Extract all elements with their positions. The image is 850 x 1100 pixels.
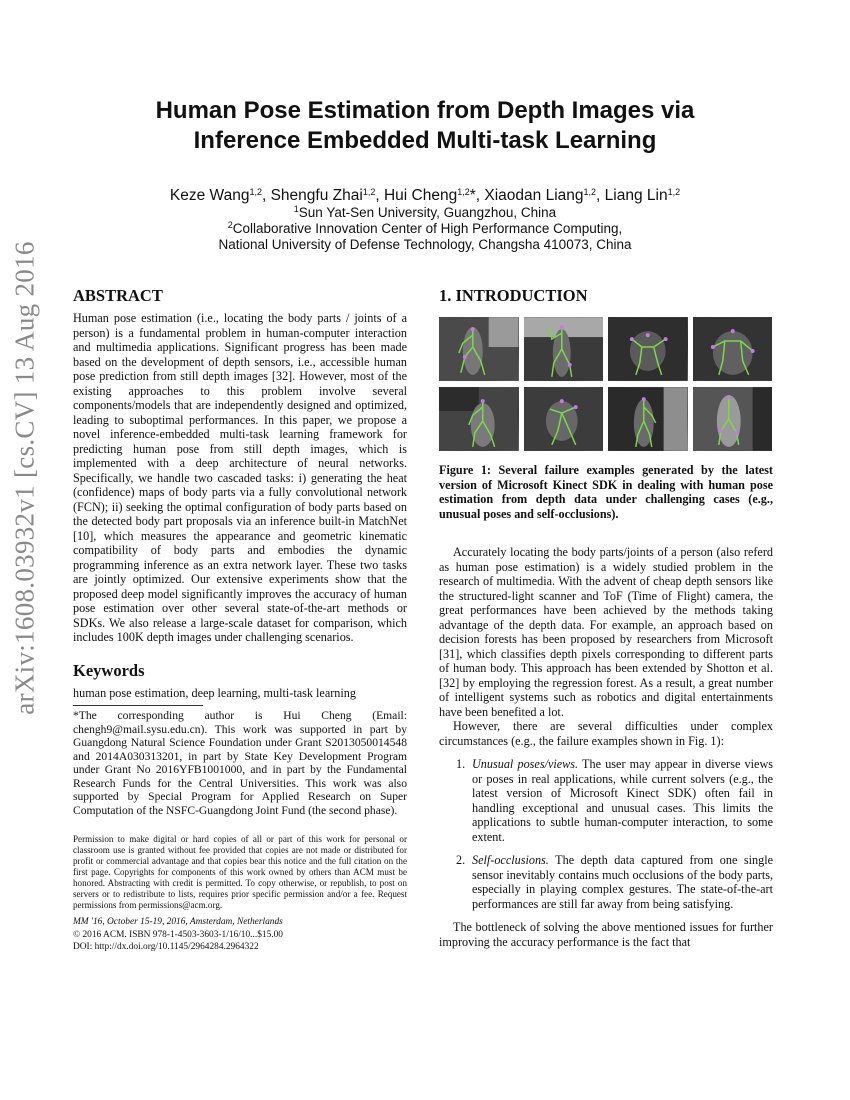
conference-line: MM '16, October 15-19, 2016, Amsterdam, Netherlands — [73, 917, 283, 927]
left-column — [73, 286, 407, 954]
list-item: 2. Self-occlusions. The depth data captured from one single sensor inevitably contains much occlusions of the body parts, especially in playing complex gestures. The state-of-the-art performances are still far away from being satisfying. — [456, 853, 773, 911]
figure-thumbnail — [693, 387, 773, 451]
list-item-text: The user may appear in diverse views or poses in real applications, while current solvers (e.g., the latest version of Microsoft Kinect SDK) often fail in handling exceptional and unusual cases. This limits the applications to subtle human-computer interaction, to some extent. — [472, 757, 773, 844]
author-sup: 1,2 — [457, 187, 470, 197]
figure-thumbnail — [524, 387, 604, 451]
right-column — [439, 286, 773, 949]
affiliation-1: $^1$Sun Yat-Sen University, Guangzhou, China — [293, 204, 557, 220]
doi-line: DOI: http://dx.doi.org/10.1145/2964284.2964322 — [73, 942, 259, 952]
permission-notice: Permission to make digital or hard copies of all or part of this work for personal or classroom use is granted without fee provided that copies are not made or distributed for profit or commercial advantage and that copies bear this notice and the full citation on the first page. Copyrights for components of this work owned by others than ACM must be honored. Abstracting with credit is permitted. To copy otherwise, or republish, to post on servers or to redistribute to lists, requires prior specific permission and/or a fee. Request permissions from permissions@acm.org. — [73, 834, 407, 910]
title-line-2: Inference Embedded Multi-task Learning — [193, 127, 657, 154]
author-sup: 1,2 — [667, 187, 681, 197]
author-list: Keze Wang$^{1,2}$, Shengfu Zhai$^{1,2}$, Hui Cheng$^{1,2}$*, Xiaodan Liang$^{1,2}$, Liang Lin$^{1,2}$ — [169, 187, 681, 204]
figure-caption: Figure 1: Several failure examples generated by the latest version of Microsoft Kinect SDK in dealing with human pose estimation from depth data under challenging cases (e.g., unusual poses and self-occlusions). — [439, 463, 773, 521]
figure-thumbnail — [524, 317, 604, 381]
intro-paragraph-3: The bottleneck of solving the above mentioned issues for further improving the accuracy performance is the fact that — [439, 920, 773, 949]
list-item-term: Self-occlusions. — [472, 853, 549, 867]
author-name: Shengfu Zhai — [270, 187, 363, 204]
intro-heading: 1. INTRODUCTION — [439, 286, 588, 305]
figure-thumbnail — [439, 317, 519, 381]
arxiv-stamp-text: arXiv:1608.03932v1 [cs.CV] 13 Aug 2016 — [9, 241, 40, 715]
difficulty-list — [439, 757, 773, 911]
abstract-text: Human pose estimation (i.e., locating the body parts / joints of a person) is a fundamental problem in human-computer interaction and multimedia applications. Significant progress has been made based on the development of depth sensors, i.e., accessible human pose prediction from still depth images [32]. However, most of the existing approaches to this problem involve several components/models that are independently designed and optimized, leading to suboptimal performances. In this paper, we propose a novel inference-embedded multi-task learning framework for predicting human pose from still depth images, which is implemented with a deep architecture of neural networks. Specifically, we handle two cascaded tasks: i) generating the heat (confidence) maps of body parts via a fully convolutional network (FCN); ii) seeking the optimal configuration of body parts based on the detected body part proposals via an inference built-in MatchNet [10], which measures the appearance and geometric kinematic compatibility of body parts and embodies the dynamic programming inference as an extra network layer. These two tasks are jointly optimized. Our extensive experiments show that the proposed deep model significantly improves the accuracy of human pose estimation over other several state-of-the-art methods or SDKs. We also release a large-scale dataset for comparison, which includes 100K depth images under challenging scenarios. — [73, 311, 407, 644]
corresponding-footnote: *The corresponding author is Hui Cheng (Email: chengh9@mail.sysu.edu.cn). This work was supported in part by Guangdong Natural Science Foundation under Grant S2013050014548 and 2014A030313201, in part by State Key Development Program under Grant No 2016YFB1001000, and in part by the Fundamental Research Funds for the Central Universities. This work was also supported by Special Program for Applied Research on Super Computation of the NSFC-Guangdong Joint Fund (the second phase). — [73, 709, 407, 817]
author-name: Xiaodan Liang — [484, 187, 584, 204]
author-sup: 1,2 — [583, 187, 597, 197]
figure-thumbnail — [439, 387, 519, 451]
abstract-heading: ABSTRACT — [73, 286, 163, 305]
author-sup: 1,2 — [249, 187, 262, 197]
list-item: 1. Unusual poses/views. The user may appear in diverse views or poses in real applications, while current solvers (e.g., the latest version of Microsoft Kinect SDK) often fail in handling exceptional and unusual cases. This limits the applications to subtle human-computer interaction, to some extent. — [456, 757, 773, 844]
arxiv-stamp — [2, 0, 48, 1100]
list-item-term: Unusual poses/views. — [472, 757, 579, 771]
intro-paragraph-2: However, there are several difficulties under complex circumstances (e.g., the failure examples shown in Fig. 1): — [439, 719, 773, 748]
author-name: Liang Lin — [604, 187, 668, 204]
author-name: Keze Wang — [169, 187, 250, 204]
affiliation-3: National University of Defense Technology, Changsha 410073, China — [218, 237, 632, 252]
conference-info — [73, 916, 407, 954]
list-item-text: The depth data captured from one single sensor inevitably contains much occlusions of the body parts, especially in playing complex gestures. The state-of-the-art performances are still far away from being satisfying. — [472, 853, 773, 911]
author-name: Hui Cheng — [383, 187, 458, 204]
keywords-text: human pose estimation, deep learning, multi-task learning — [73, 685, 356, 700]
figure-thumbnail — [693, 317, 773, 381]
author-sup: 1,2 — [362, 187, 376, 197]
keywords-heading: Keywords — [73, 660, 145, 680]
copyright-line: © 2016 ACM. ISBN 978-1-4503-3603-1/16/10...$15.00 — [73, 929, 283, 940]
affiliation-2: $^2$Collaborative Innovation Center of High Performance Computing, — [227, 220, 623, 236]
figure-thumbnail — [608, 387, 688, 451]
author-block — [90, 186, 760, 253]
author-mark: * — [469, 187, 476, 204]
intro-paragraph-1: Accurately locating the body parts/joints of a person (also referd as human pose estimation) is a widely studied problem in the research of multimedia. With the advent of cheap depth sensors like the structured-light scanner and ToF (Time of Flight) camera, the great performances have been achieved by the methods taking advantage of the depth data. For example, an approach based on decision forests has been proposed by researchers from Microsoft [31], which classifies depth pixels corresponding to different parts of human body. This approach has been extended by Shotton et al. [32] by employing the regression forest. As a result, a great number of intelligent systems such as robotics and digital entertainments have been benefited a lot. — [439, 545, 773, 719]
title-line-1: Human Pose Estimation from Depth Images via — [155, 97, 695, 124]
paper-title — [90, 96, 760, 156]
figure-thumbnail — [608, 317, 688, 381]
footnote-rule — [73, 705, 203, 706]
figure-1 — [439, 317, 773, 451]
